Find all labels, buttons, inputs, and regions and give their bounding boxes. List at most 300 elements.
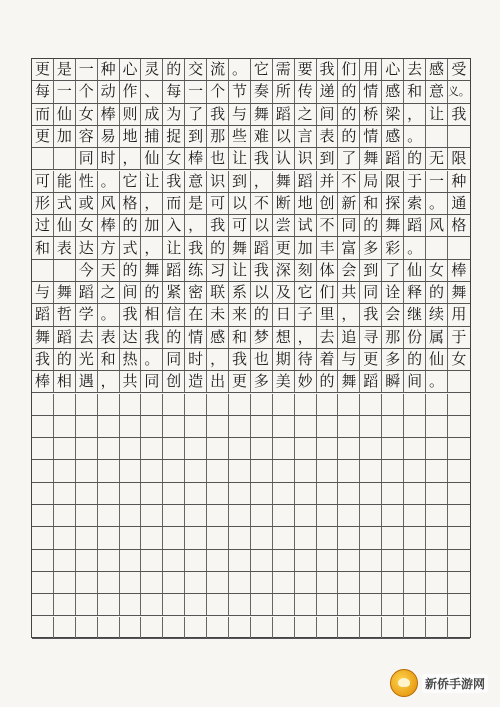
grid-cell	[382, 572, 404, 593]
grid-cell: 的	[141, 282, 163, 303]
grid-cell: 以	[273, 126, 295, 147]
grid-cell	[163, 572, 185, 593]
grid-cell: 与	[32, 282, 54, 303]
grid-cell	[163, 416, 185, 437]
grid-cell: ，	[207, 349, 229, 370]
grid-cell	[141, 617, 163, 638]
grid-row	[32, 416, 470, 438]
grid-cell: 加	[54, 126, 76, 147]
grid-cell	[185, 416, 207, 437]
grid-cell	[360, 594, 382, 615]
grid-cell: 它	[120, 171, 142, 192]
grid-cell: 风	[426, 215, 448, 236]
grid-cell: 到	[185, 126, 207, 147]
grid-cell: 女	[76, 104, 98, 125]
grid-cell: 让	[229, 260, 251, 281]
grid-cell: 间	[120, 282, 142, 303]
grid-cell: 让	[426, 104, 448, 125]
grid-cell: 我	[451, 104, 467, 123]
grid-cell: 。	[98, 171, 120, 192]
grid-cell: ，	[141, 193, 163, 214]
grid-cell	[76, 594, 98, 615]
grid-cell	[295, 505, 317, 526]
grid-cell: 蹈	[32, 304, 54, 325]
grid-cell: 地	[295, 193, 317, 214]
grid-cell: 光	[76, 349, 98, 370]
grid-cell	[207, 550, 229, 571]
grid-cell	[32, 148, 54, 169]
grid-row	[32, 617, 470, 639]
grid-cell: 期	[273, 349, 295, 370]
grid-cell	[251, 527, 273, 548]
grid-cell: 女	[426, 260, 448, 281]
grid-cell	[317, 594, 339, 615]
grid-cell: 那	[382, 327, 404, 348]
grid-cell: 蹈	[360, 371, 382, 392]
grid-cell: 方	[98, 237, 120, 258]
grid-cell: 去	[76, 327, 98, 348]
grid-cell	[295, 572, 317, 593]
manuscript-grid	[31, 58, 471, 638]
grid-cell: 的	[207, 237, 229, 258]
grid-cell: 更	[32, 59, 54, 80]
grid-cell: 和	[32, 237, 54, 258]
grid-cell: 捕	[141, 126, 163, 147]
grid-cell	[448, 527, 470, 548]
grid-cell: 一	[54, 81, 76, 102]
grid-cell: ，	[295, 327, 317, 348]
grid-cell	[120, 394, 142, 415]
grid-cell	[404, 527, 426, 548]
grid-cell	[207, 438, 229, 459]
grid-cell: 也	[207, 148, 229, 169]
grid-row	[32, 282, 470, 304]
grid-cell: 密	[185, 282, 207, 303]
grid-cell: 属	[426, 327, 448, 348]
grid-cell	[141, 438, 163, 459]
grid-cell: 妙	[295, 371, 317, 392]
grid-cell	[32, 505, 54, 526]
grid-cell	[185, 505, 207, 526]
grid-cell: 。	[229, 59, 251, 80]
grid-cell: 女	[163, 148, 185, 169]
grid-cell: 加	[295, 237, 317, 258]
grid-cell	[273, 460, 295, 481]
grid-cell: 它	[295, 282, 317, 303]
grid-row	[32, 505, 470, 527]
grid-cell: 来	[229, 304, 251, 325]
grid-cell	[54, 260, 76, 281]
grid-cell	[448, 572, 470, 593]
grid-cell: 梁	[382, 104, 404, 125]
grid-cell	[448, 550, 470, 571]
grid-cell: 诠	[382, 282, 404, 303]
grid-cell	[98, 483, 120, 504]
grid-cell	[207, 394, 229, 415]
grid-cell: 仙	[141, 148, 163, 169]
grid-cell: 蹈	[163, 260, 185, 281]
grid-cell	[76, 438, 98, 459]
grid-cell: 能	[54, 171, 76, 192]
grid-cell: 想	[273, 327, 295, 348]
grid-cell: 更	[229, 371, 251, 392]
grid-cell: 寻	[360, 327, 382, 348]
grid-cell	[141, 572, 163, 593]
grid-cell	[317, 505, 339, 526]
grid-cell: ，	[120, 148, 142, 169]
grid-cell: 我	[229, 349, 251, 370]
grid-cell: ，	[404, 104, 426, 125]
grid-cell	[360, 460, 382, 481]
grid-cell: 可	[229, 215, 251, 236]
grid-cell	[54, 483, 76, 504]
grid-cell	[32, 260, 54, 281]
grid-cell: 的	[426, 282, 448, 303]
grid-cell	[448, 483, 470, 504]
grid-cell	[360, 416, 382, 437]
grid-cell	[141, 550, 163, 571]
grid-cell: 我	[317, 59, 339, 80]
grid-cell	[54, 505, 76, 526]
grid-cell: 感	[382, 81, 404, 102]
grid-cell	[404, 550, 426, 571]
grid-cell: 继	[404, 304, 426, 325]
grid-cell: 奏	[251, 81, 273, 102]
grid-cell	[185, 550, 207, 571]
grid-row	[32, 81, 470, 103]
grid-cell	[141, 460, 163, 481]
grid-cell	[54, 438, 76, 459]
grid-cell: ，	[98, 371, 120, 392]
grid-cell	[382, 550, 404, 571]
grid-cell	[338, 483, 360, 504]
grid-cell: 些	[229, 126, 251, 147]
grid-cell: 了	[382, 260, 404, 281]
grid-row	[32, 237, 470, 259]
grid-cell: 蹈	[54, 327, 76, 348]
grid-cell	[360, 572, 382, 593]
grid-cell: 女	[76, 215, 98, 236]
grid-cell: 受	[451, 60, 467, 79]
grid-cell	[251, 438, 273, 459]
grid-cell: 释	[404, 282, 426, 303]
grid-cell	[141, 527, 163, 548]
grid-cell: 它	[251, 59, 273, 80]
grid-cell: 仙	[54, 215, 76, 236]
grid-row	[32, 304, 470, 326]
grid-cell: 仙	[54, 104, 76, 125]
grid-cell: 流	[207, 59, 229, 80]
grid-cell: 式	[120, 237, 142, 258]
grid-cell: 子	[295, 304, 317, 325]
grid-cell	[273, 394, 295, 415]
grid-cell: 了	[185, 104, 207, 125]
grid-cell	[76, 505, 98, 526]
grid-cell: 舞	[451, 283, 467, 302]
grid-cell: 同	[338, 215, 360, 236]
grid-cell	[426, 460, 448, 481]
grid-cell: 蹈	[76, 282, 98, 303]
grid-cell: 体	[317, 260, 339, 281]
grid-cell	[120, 483, 142, 504]
grid-row	[32, 349, 470, 371]
grid-cell: 达	[120, 327, 142, 348]
grid-cell: 表	[317, 126, 339, 147]
grid-cell: 会	[382, 304, 404, 325]
grid-cell: 。	[426, 193, 448, 214]
grid-cell	[185, 527, 207, 548]
grid-cell: 易	[98, 126, 120, 147]
grid-cell	[76, 572, 98, 593]
grid-cell: 着	[317, 349, 339, 370]
grid-cell: 创	[163, 371, 185, 392]
grid-cell	[98, 527, 120, 548]
grid-cell: 识	[295, 148, 317, 169]
grid-cell: 传	[295, 81, 317, 102]
grid-cell: 言	[295, 126, 317, 147]
grid-cell	[163, 617, 185, 638]
grid-cell	[251, 617, 273, 638]
grid-cell: 棒	[98, 104, 120, 125]
grid-cell	[251, 460, 273, 481]
grid-cell: 需	[273, 59, 295, 80]
grid-cell	[185, 460, 207, 481]
grid-cell: 识	[207, 171, 229, 192]
grid-cell: 舞	[338, 371, 360, 392]
grid-cell	[426, 416, 448, 437]
grid-cell	[295, 527, 317, 548]
grid-cell	[338, 416, 360, 437]
grid-cell: 和	[404, 81, 426, 102]
grid-cell: 桥	[360, 104, 382, 125]
grid-cell	[448, 438, 470, 459]
grid-cell: 去	[404, 59, 426, 80]
grid-cell	[338, 505, 360, 526]
grid-cell	[426, 505, 448, 526]
grid-cell	[207, 483, 229, 504]
grid-cell	[251, 594, 273, 615]
grid-cell	[382, 394, 404, 415]
grid-cell: 同	[141, 371, 163, 392]
grid-cell	[317, 460, 339, 481]
grid-cell	[273, 572, 295, 593]
grid-cell: 心	[120, 59, 142, 80]
grid-cell	[163, 505, 185, 526]
grid-cell	[141, 505, 163, 526]
grid-row	[32, 193, 470, 215]
grid-cell: 共	[120, 371, 142, 392]
grid-cell	[98, 617, 120, 638]
grid-cell: 作	[120, 81, 142, 102]
grid-cell: 之	[98, 282, 120, 303]
grid-cell: 的	[54, 349, 76, 370]
grid-cell: 动	[98, 81, 120, 102]
grid-cell	[207, 572, 229, 593]
grid-cell: 感	[426, 59, 448, 80]
grid-cell	[448, 594, 470, 615]
grid-cell	[207, 460, 229, 481]
grid-row	[32, 594, 470, 616]
grid-cell: 紧	[163, 282, 185, 303]
grid-cell: 断	[273, 193, 295, 214]
grid-cell	[32, 460, 54, 481]
grid-cell: 到	[360, 260, 382, 281]
grid-cell: 和	[229, 327, 251, 348]
grid-cell: 多	[251, 371, 273, 392]
grid-cell: 棒	[98, 215, 120, 236]
grid-cell	[141, 594, 163, 615]
grid-cell: 共	[338, 282, 360, 303]
grid-cell	[273, 483, 295, 504]
grid-cell: 的	[338, 126, 360, 147]
grid-cell	[382, 505, 404, 526]
grid-row	[32, 171, 470, 193]
grid-cell: 不	[338, 171, 360, 192]
grid-cell	[295, 394, 317, 415]
grid-cell	[404, 460, 426, 481]
grid-cell	[404, 505, 426, 526]
grid-cell	[207, 617, 229, 638]
grid-cell	[54, 394, 76, 415]
grid-cell: 蹈	[404, 215, 426, 236]
grid-cell: 舞	[54, 282, 76, 303]
grid-cell: 捉	[163, 126, 185, 147]
grid-cell: 在	[185, 304, 207, 325]
grid-cell: 以	[251, 215, 273, 236]
grid-cell	[76, 394, 98, 415]
grid-cell: 棒	[451, 260, 467, 279]
grid-cell	[120, 505, 142, 526]
grid-cell: 格	[451, 216, 467, 235]
grid-cell	[229, 617, 251, 638]
grid-cell: 通	[451, 193, 467, 212]
grid-cell	[163, 550, 185, 571]
grid-cell: 们	[338, 59, 360, 80]
grid-cell: 蹈	[295, 171, 317, 192]
grid-cell	[185, 594, 207, 615]
grid-cell	[426, 572, 448, 593]
grid-cell	[360, 483, 382, 504]
watermark-text: 新侨手游网	[422, 674, 488, 693]
grid-cell: 舞	[382, 215, 404, 236]
grid-cell	[360, 505, 382, 526]
grid-cell	[426, 594, 448, 615]
grid-cell	[251, 550, 273, 571]
grid-cell	[448, 416, 470, 437]
grid-cell	[76, 460, 98, 481]
grid-cell	[76, 617, 98, 638]
grid-cell	[448, 460, 470, 481]
grid-cell	[229, 594, 251, 615]
grid-cell: 一	[185, 81, 207, 102]
grid-cell	[207, 416, 229, 437]
grid-cell	[251, 572, 273, 593]
grid-cell	[448, 371, 470, 392]
grid-cell	[229, 483, 251, 504]
grid-cell: 种	[98, 59, 120, 80]
grid-cell	[448, 237, 470, 258]
grid-cell	[32, 438, 54, 459]
grid-cell	[207, 505, 229, 526]
grid-cell	[229, 572, 251, 593]
grid-cell	[448, 505, 470, 526]
grid-cell	[54, 148, 76, 169]
grid-cell	[273, 550, 295, 571]
grid-cell	[317, 527, 339, 548]
grid-cell	[338, 594, 360, 615]
grid-cell	[404, 394, 426, 415]
grid-cell: 个	[207, 81, 229, 102]
grid-cell: 心	[382, 59, 404, 80]
grid-cell: 容	[76, 126, 98, 147]
grid-cell	[338, 438, 360, 459]
grid-cell	[404, 483, 426, 504]
grid-cell	[54, 617, 76, 638]
grid-cell	[251, 483, 273, 504]
grid-cell: 而	[163, 193, 185, 214]
grid-cell: 。	[404, 237, 426, 258]
grid-cell: 更	[32, 126, 54, 147]
grid-cell: 也	[251, 349, 273, 370]
grid-cell	[273, 594, 295, 615]
grid-cell	[32, 594, 54, 615]
grid-cell: 遇	[76, 371, 98, 392]
grid-cell	[360, 438, 382, 459]
grid-cell	[120, 550, 142, 571]
grid-cell: 试	[295, 215, 317, 236]
grid-cell: 让	[229, 148, 251, 169]
grid-cell: 时	[98, 148, 120, 169]
grid-cell: 那	[207, 126, 229, 147]
grid-cell	[382, 527, 404, 548]
grid-cell: 舞	[273, 171, 295, 192]
grid-cell: 过	[32, 215, 54, 236]
grid-cell	[54, 572, 76, 593]
grid-cell	[426, 527, 448, 548]
grid-row	[32, 438, 470, 460]
grid-cell	[54, 416, 76, 437]
grid-cell: 同	[163, 349, 185, 370]
grid-cell: 的	[163, 327, 185, 348]
site-watermark	[390, 669, 488, 697]
grid-cell	[382, 460, 404, 481]
grid-cell: 让	[163, 237, 185, 258]
grid-cell	[98, 460, 120, 481]
grid-cell: 舞	[251, 104, 273, 125]
grid-cell: 系	[229, 282, 251, 303]
grid-row	[32, 394, 470, 416]
grid-cell: 练	[185, 260, 207, 281]
grid-cell: 每	[32, 81, 54, 102]
grid-cell: 则	[120, 104, 142, 125]
grid-cell: 格	[120, 193, 142, 214]
grid-cell: 相	[141, 304, 163, 325]
grid-cell	[98, 394, 120, 415]
grid-cell: 我	[32, 349, 54, 370]
grid-cell	[185, 483, 207, 504]
grid-row	[32, 104, 470, 126]
grid-row	[32, 483, 470, 505]
grid-cell	[295, 617, 317, 638]
grid-cell: 为	[163, 104, 185, 125]
grid-cell	[120, 572, 142, 593]
grid-cell: ，	[251, 171, 273, 192]
grid-cell	[338, 460, 360, 481]
grid-cell	[163, 527, 185, 548]
grid-cell	[426, 617, 448, 638]
grid-cell	[404, 438, 426, 459]
grid-cell	[229, 505, 251, 526]
